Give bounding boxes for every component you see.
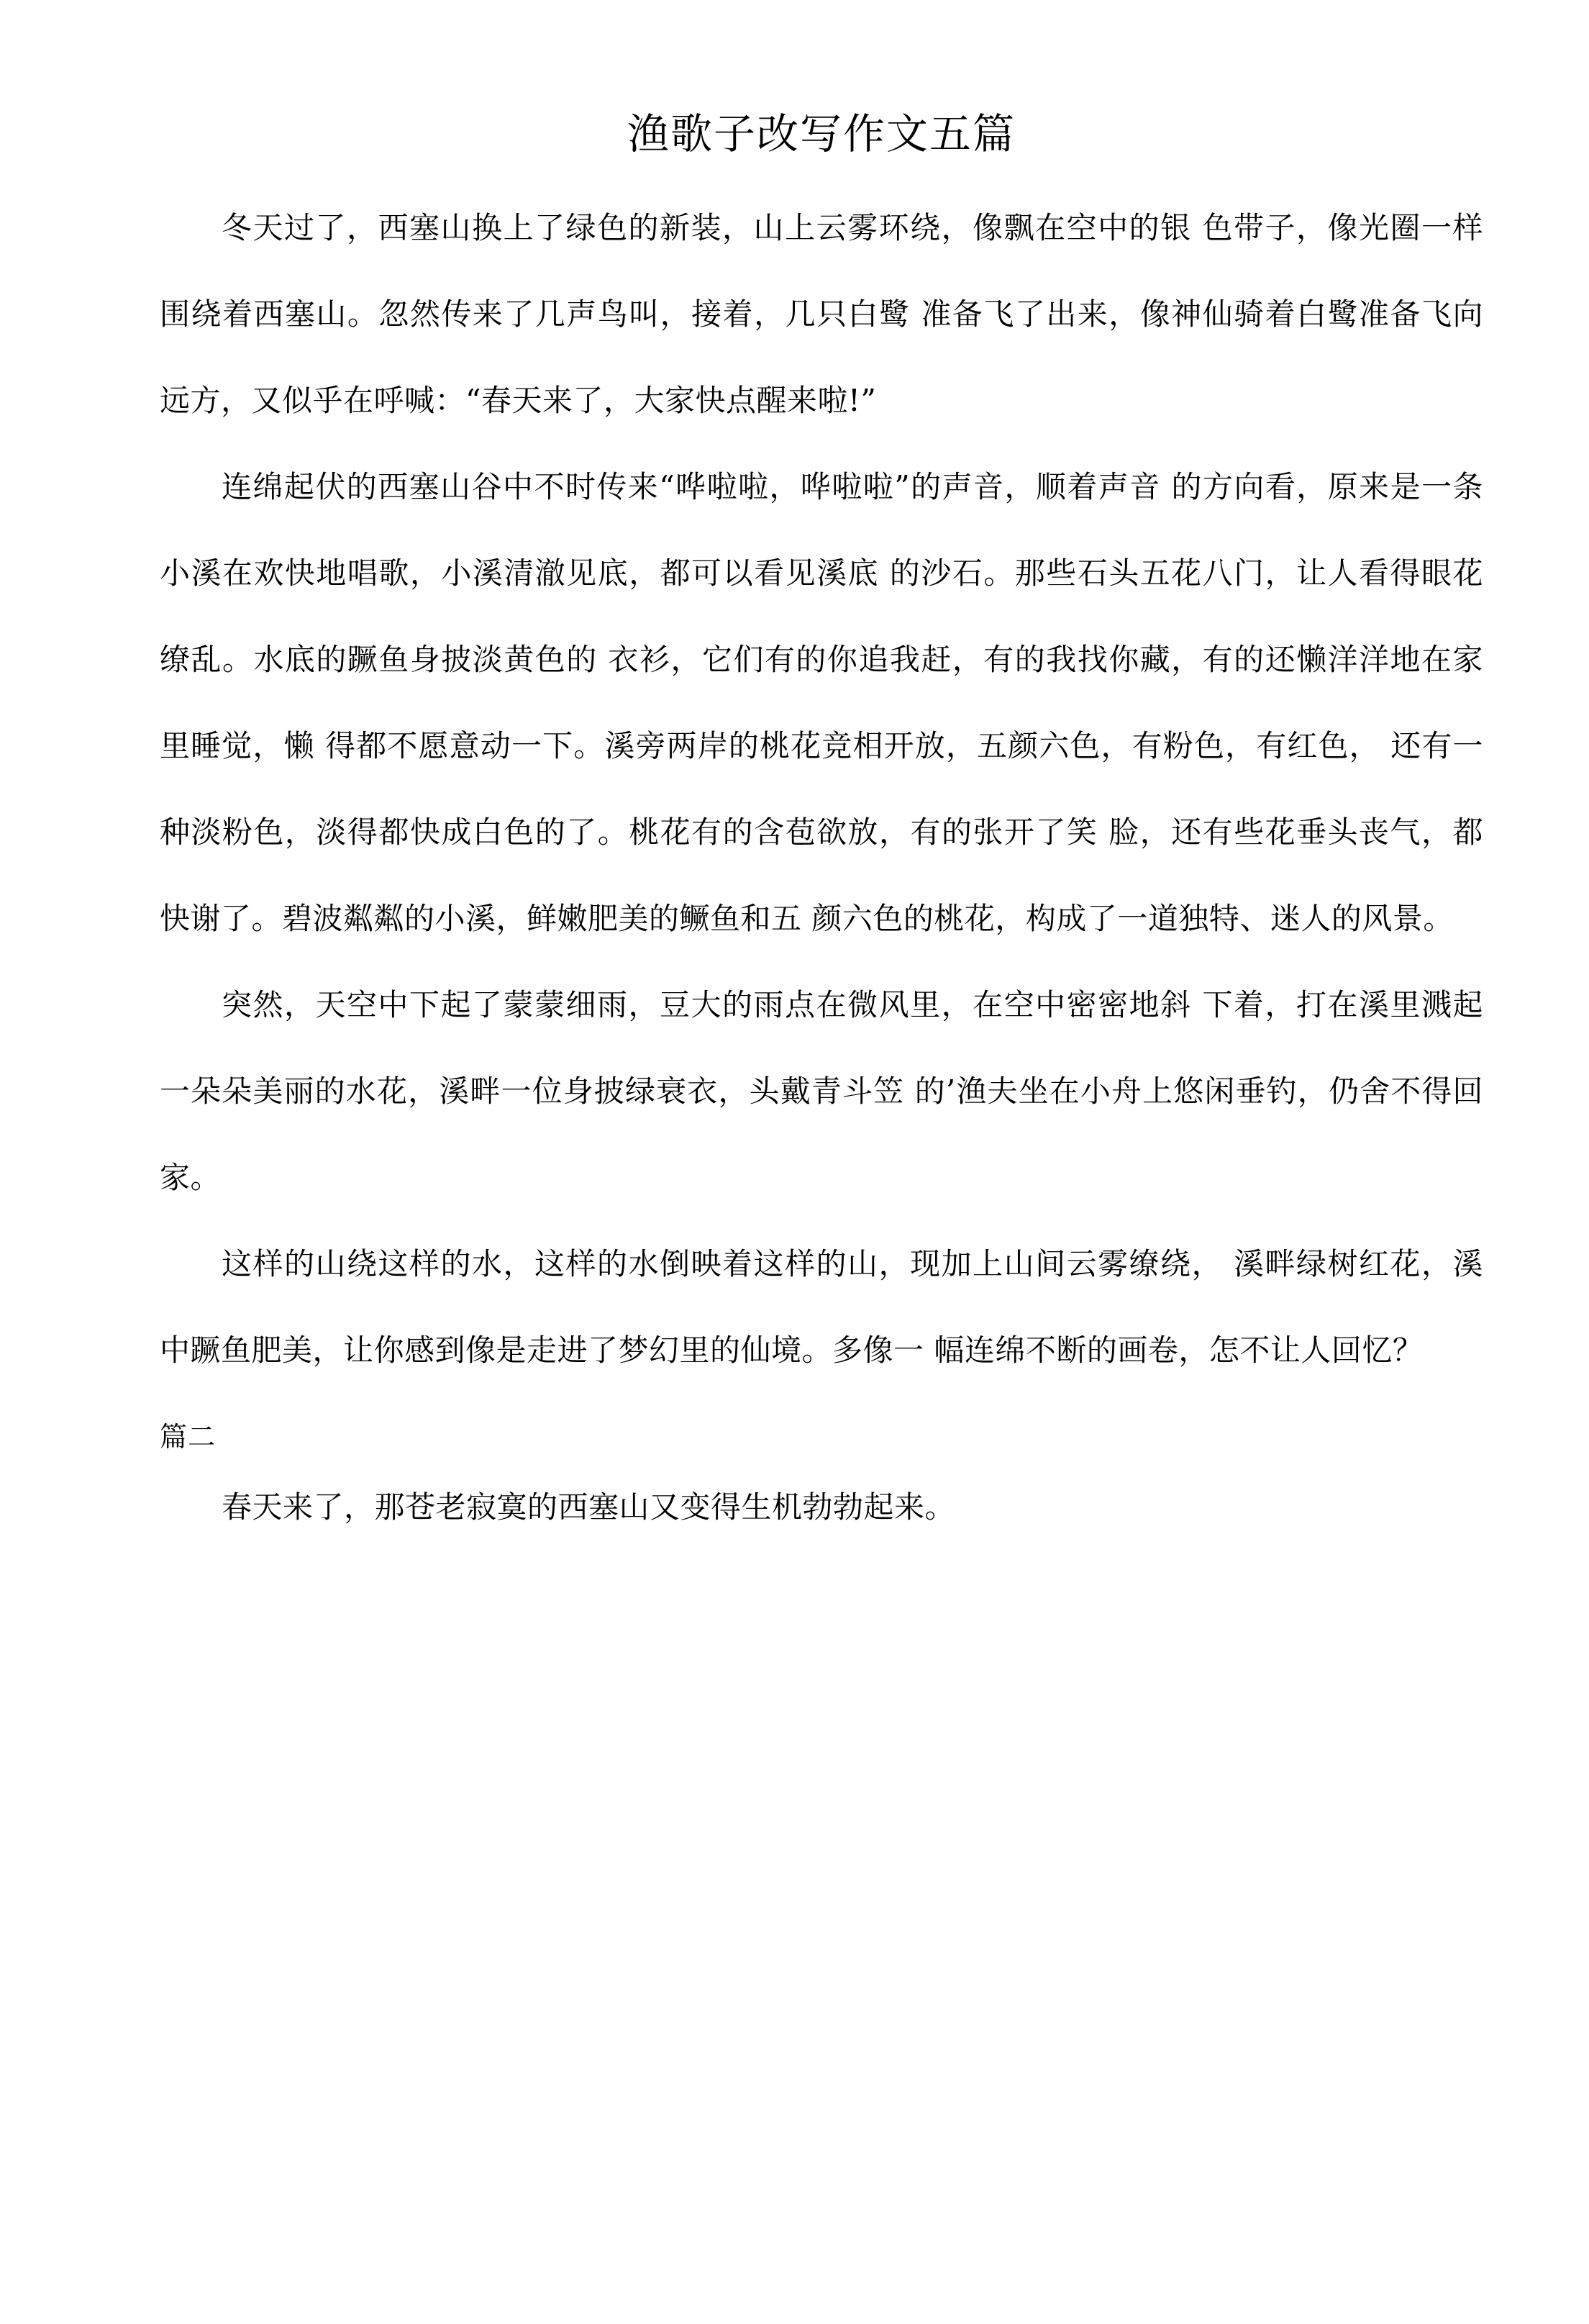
document-content <box>160 108 1483 1551</box>
section-heading-pian-er: 篇二 <box>160 1420 217 1453</box>
paragraph-1: 冬天过了，西塞山换上了绿色的新装，山上云雾环绕，像飘在空中的银 色带子，像光圈一样围绕着西塞山。忽然传来了几声鸟叫，接着，几只白鹭 准备飞了出来，像神仙骑着白鹭准备飞向远方，又似乎在呼喊：“春天来了，大家快点醒来啦!” <box>160 209 1483 418</box>
page-title: 渔歌子改写作文五篇 <box>627 109 1016 158</box>
paragraph-5: 春天来了，那苍老寂寞的西塞山又变得生机勃勃起来。 <box>222 1489 956 1525</box>
paragraph-4: 这样的山绕这样的水，这样的水倒映着这样的山，现加上山间云雾缭绕， 溪畔绿树红花，溪中蹶鱼肥美，让你感到像是走进了梦幻里的仙境。多像一 幅连绵不断的画卷，怎不让人回忆？ <box>160 1245 1483 1368</box>
paragraph-3: 突然，天空中下起了蒙蒙细雨，豆大的雨点在微风里，在空中密密地斜 下着，打在溪里溅起一朵朵美丽的水花，溪畔一位身披绿衰衣，头戴青斗笠 的’渔夫坐在小舟上悠闲垂钓，仍舍不得回家。 <box>160 986 1483 1195</box>
paragraph-2: 连绵起伏的西塞山谷中不时传来“哗啦啦，哗啦啦”的声音，顺着声音 的方向看，原来是一条小溪在欢快地唱歌，小溪清澈见底，都可以看见溪底 的沙石。那些石头五花八门，让人看得眼花缭乱。水底的蹶鱼身披淡黄色的 衣衫，它们有的你追我赶，有的我找你藏，有的还懒洋洋地在家里睡觉，懒 得都不愿意动一下。溪旁两岸的桃花竞相开放，五颜六色，有粉色，有红色， 还有一种淡粉色，淡得都快成白色的了。桃花有的含苞欲放，有的张开了笑 脸，还有些花垂头丧气，都快谢了。碧波粼粼的小溪，鲜嫩肥美的鳜鱼和五 颜六色的桃花，构成了一道独特、迷人的风景。 <box>160 468 1483 936</box>
